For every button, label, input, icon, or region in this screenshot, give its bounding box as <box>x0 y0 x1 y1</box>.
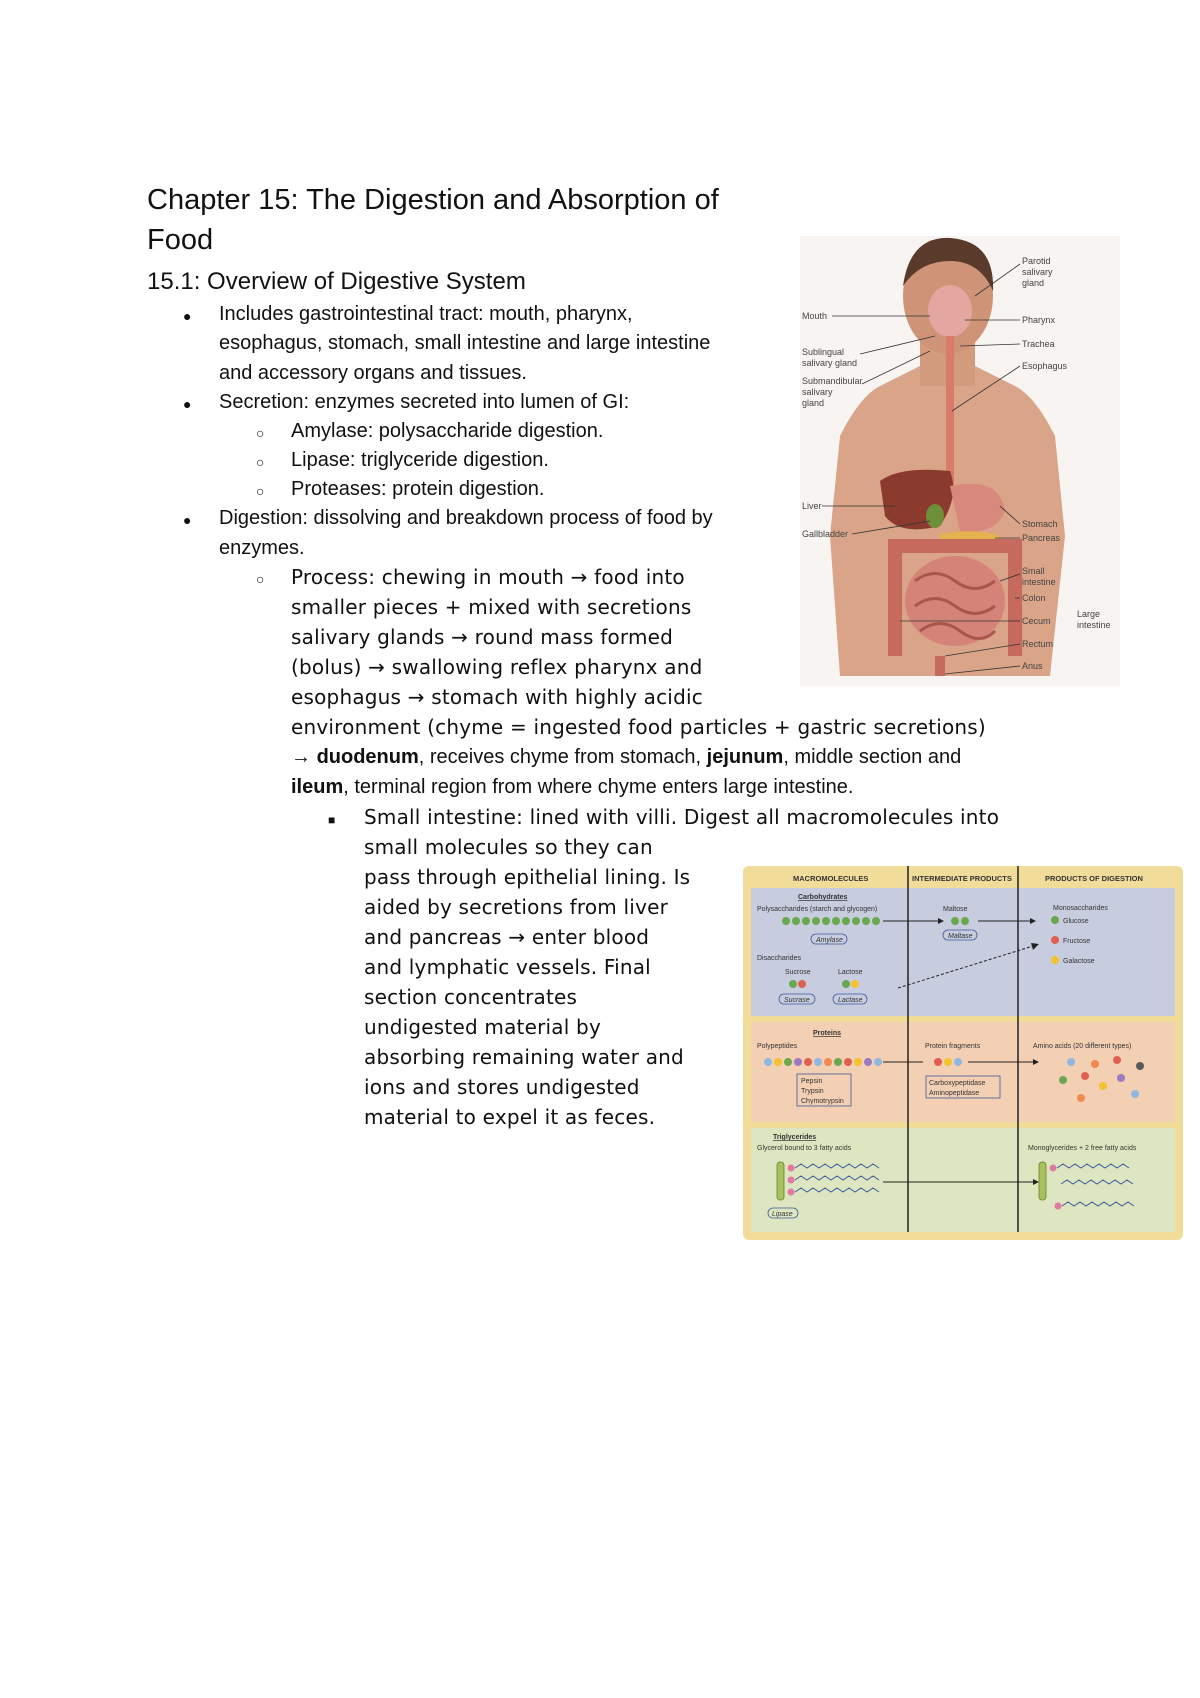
carb-lactose: Lactose <box>838 969 863 976</box>
text-line: absorbing remaining water and <box>364 1045 684 1069</box>
label-trachea: Trachea <box>1022 339 1055 349</box>
tri-heading: Triglycerides <box>773 1134 817 1141</box>
label-small-intestine: Small <box>1022 566 1045 576</box>
label-parotid: Parotid <box>1022 256 1051 266</box>
protein-enzyme: Chymotrypsin <box>801 1098 844 1105</box>
label-submandibular: gland <box>802 398 825 408</box>
protein-carboxy: Aminopeptidase <box>929 1090 980 1097</box>
label-pharynx: Pharynx <box>1022 315 1056 325</box>
label-submandibular: salivary <box>802 387 833 397</box>
protein-enzyme: Trypsin <box>801 1088 824 1095</box>
proteins-panel <box>751 1022 1175 1122</box>
tri-lipase: Lipase <box>772 1211 793 1218</box>
tri-product: Monoglycerides + 2 free fatty acids <box>1028 1145 1137 1152</box>
protein-enzyme: Pepsin <box>801 1078 823 1085</box>
text-line: enzymes. <box>219 537 305 559</box>
text-line: salivary glands → round mass formed <box>291 625 674 649</box>
label-pancreas: Pancreas <box>1022 533 1061 543</box>
protein-amino: Amino acids (20 different types) <box>1033 1043 1132 1050</box>
carb-disacch: Disaccharides <box>757 955 801 962</box>
table-headers <box>793 874 1143 883</box>
text-line: Includes gastrointestinal tract: mouth, pharynx, <box>219 303 633 325</box>
label-liver: Liver <box>802 501 822 511</box>
digestion-products-table <box>743 866 1183 1240</box>
label-large-intestine: Large <box>1077 609 1101 619</box>
triglycerides-panel <box>751 1128 1175 1232</box>
label-parotid: gland <box>1022 278 1045 288</box>
text-line: Secretion: enzymes secreted into lumen of GI: <box>219 391 630 413</box>
label-submandibular: Submandibular <box>802 376 863 386</box>
bullet-circle: ○ <box>256 425 265 441</box>
carb-maltase: Maltase <box>948 933 973 940</box>
label-small-intestine: intestine <box>1022 577 1056 587</box>
carb-maltose: Maltose <box>943 906 968 913</box>
term-ileum: ileum <box>291 776 344 798</box>
text-line: esophagus → stomach with highly acidic <box>291 685 703 709</box>
text-line: section concentrates <box>364 985 578 1009</box>
text-line: Small intestine: lined with villi. Digest all macromolecules into <box>364 805 1000 829</box>
term-duodenum: duodenum <box>316 746 419 768</box>
carb-fructose: Fructose <box>1063 938 1091 945</box>
header-intermediate: INTERMEDIATE PRODUCTS <box>912 874 1012 883</box>
text-line: Digestion: dissolving and breakdown process of food by <box>219 507 713 529</box>
protein-carboxy: Carboxypeptidase <box>929 1080 986 1087</box>
text-line: and accessory organs and tissues. <box>219 362 527 384</box>
label-colon: Colon <box>1022 593 1046 603</box>
carb-amylase: Amylase <box>816 937 843 944</box>
carb-sucrase: Sucrase <box>784 997 810 1004</box>
text-line <box>291 772 853 802</box>
bullet-circle: ○ <box>256 454 265 470</box>
text-line: material to expel it as feces. <box>364 1105 656 1129</box>
label-cecum: Cecum <box>1022 616 1051 626</box>
label-anus: Anus <box>1022 661 1043 671</box>
label-mouth: Mouth <box>802 311 828 321</box>
carb-heading: Carbohydrates <box>798 894 848 901</box>
term-jejunum: jejunum <box>706 746 784 768</box>
label-stomach: Stomach <box>1022 519 1058 529</box>
label-sublingual: Sublingual <box>802 347 845 357</box>
text-line: undigested material by <box>364 1015 601 1039</box>
text-line: aided by secretions from liver <box>364 895 669 919</box>
text-line: Proteases: protein digestion. <box>291 478 545 500</box>
bullet-disc: ● <box>183 512 192 528</box>
bullet-disc: ● <box>183 396 192 412</box>
label-parotid: salivary <box>1022 267 1053 277</box>
text-line: and lymphatic vessels. Final <box>364 955 651 979</box>
carb-mono: Monosaccharides <box>1053 905 1108 912</box>
text-line: Amylase: polysaccharide digestion. <box>291 420 604 442</box>
chapter-title: Chapter 15: The Digestion and Absorption of Food <box>147 184 719 256</box>
carb-glucose: Glucose <box>1063 918 1089 925</box>
text-line: ions and stores undigested <box>364 1075 640 1099</box>
text-line: Lipase: triglyceride digestion. <box>291 449 549 471</box>
label-gallbladder: Gallbladder <box>802 529 849 539</box>
header-macromolecules: MACROMOLECULES <box>793 874 869 883</box>
protein-poly: Polypeptides <box>757 1043 798 1050</box>
label-rectum: Rectum <box>1022 639 1054 649</box>
tri-desc: Glycerol bound to 3 fatty acids <box>757 1145 852 1152</box>
digestive-system-figure <box>800 236 1120 686</box>
label-sublingual: salivary gland <box>802 358 858 368</box>
text-line <box>291 742 961 772</box>
text-fragment: , terminal region from where chyme enters large intestine. <box>343 776 854 798</box>
label-esophagus: Esophagus <box>1022 361 1068 371</box>
text-fragment: , receives chyme from stomach, <box>418 746 707 768</box>
protein-frag: Protein fragments <box>925 1043 981 1050</box>
header-products: PRODUCTS OF DIGESTION <box>1045 874 1143 883</box>
section-heading: 15.1: Overview of Digestive System <box>147 268 526 295</box>
bullet-square: ■ <box>328 813 336 827</box>
text-line: Process: chewing in mouth → food into <box>291 565 685 589</box>
carb-poly: Polysaccharides (starch and glycogen) <box>757 906 878 913</box>
bullet-circle: ○ <box>256 571 265 587</box>
carb-galactose: Galactose <box>1063 958 1095 965</box>
bullet-disc: ● <box>183 308 192 324</box>
oral-cavity-shape <box>928 285 972 337</box>
text-line: small molecules so they can <box>364 835 653 859</box>
text-line: (bolus) → swallowing reflex pharynx and <box>291 655 703 679</box>
bullet-circle: ○ <box>256 483 265 499</box>
protein-heading: Proteins <box>813 1030 842 1037</box>
text-fragment: , middle section and <box>783 746 962 768</box>
label-large-intestine: intestine <box>1077 620 1111 630</box>
carb-lactase: Lactase <box>838 997 863 1004</box>
gallbladder-shape <box>926 504 944 528</box>
text-line: and pancreas → enter blood <box>364 925 650 949</box>
text-line: smaller pieces + mixed with secretions <box>291 595 692 619</box>
text-line: esophagus, stomach, small intestine and large intestine <box>219 332 711 354</box>
carb-sucrose: Sucrose <box>785 969 811 976</box>
text-line: environment (chyme = ingested food particles + gastric secretions) <box>291 715 986 739</box>
text-line: pass through epithelial lining. Is <box>364 865 691 889</box>
arrow-text: → <box>291 746 317 768</box>
